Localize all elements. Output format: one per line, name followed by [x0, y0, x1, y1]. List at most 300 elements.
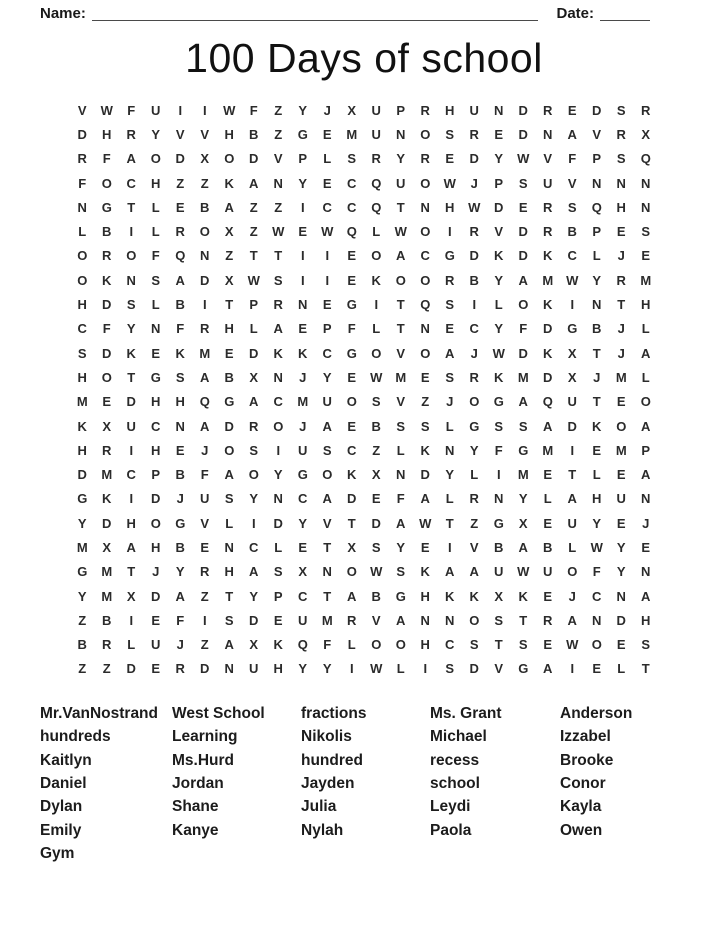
grid-letter: E	[102, 394, 112, 410]
grid-letter: O	[101, 369, 112, 385]
grid-letter: B	[175, 297, 185, 313]
grid-letter: G	[493, 515, 504, 531]
grid-letter: P	[641, 442, 651, 458]
grid-letter: E	[420, 539, 430, 555]
grid-letter: G	[346, 345, 357, 361]
grid-letter: I	[129, 224, 134, 240]
grid-letter: C	[347, 199, 357, 215]
grid-letter: W	[272, 224, 285, 240]
grid-letter: R	[469, 224, 479, 240]
grid-letter: K	[543, 248, 553, 264]
grid-letter: D	[518, 126, 528, 142]
grid-letter: D	[200, 272, 210, 288]
grid-letter: E	[543, 467, 553, 483]
grid-letter: J	[299, 418, 307, 434]
grid-letter: S	[273, 564, 283, 580]
grid-letter: R	[200, 321, 210, 337]
grid-letter: L	[151, 199, 160, 215]
grid-letter: U	[616, 491, 626, 507]
grid-letter: A	[249, 394, 259, 410]
word-item: recess	[430, 751, 480, 769]
grid-letter: O	[395, 637, 406, 653]
grid-letter: J	[593, 369, 601, 385]
grid-letter: M	[542, 272, 554, 288]
grid-letter: V	[371, 612, 381, 628]
grid-letter: E	[445, 321, 455, 337]
grid-letter: J	[568, 588, 576, 604]
grid-letter: E	[200, 539, 210, 555]
grid-letter: L	[592, 467, 601, 483]
word-item: hundred	[301, 751, 363, 769]
grid-letter: Y	[616, 539, 626, 555]
grid-letter: E	[616, 637, 626, 653]
grid-letter: Y	[298, 515, 308, 531]
grid-letter: E	[322, 126, 332, 142]
grid-letter: E	[567, 102, 577, 118]
grid-letter: A	[396, 515, 406, 531]
grid-letter: Z	[372, 442, 381, 458]
grid-letter: S	[347, 151, 357, 167]
grid-letter: O	[150, 151, 161, 167]
grid-letter: S	[224, 491, 234, 507]
grid-letter: N	[420, 612, 430, 628]
grid-letter: C	[347, 175, 357, 191]
grid-letter: E	[616, 224, 626, 240]
grid-letter: S	[396, 418, 406, 434]
grid-letter: I	[178, 102, 183, 118]
grid-letter: A	[224, 637, 234, 653]
grid-letter: S	[273, 272, 283, 288]
grid-letter: R	[102, 248, 112, 264]
grid-letter: G	[567, 321, 578, 337]
grid-letter: B	[102, 224, 112, 240]
grid-letter: S	[518, 175, 528, 191]
grid-letter: D	[102, 515, 112, 531]
grid-letter: A	[322, 418, 332, 434]
grid-letter: W	[100, 102, 113, 118]
grid-letter: J	[617, 248, 625, 264]
grid-letter: W	[468, 199, 481, 215]
grid-letter: U	[371, 126, 381, 142]
grid-letter: D	[126, 394, 136, 410]
grid-letter: K	[592, 418, 602, 434]
grid-letter: O	[420, 345, 431, 361]
grid-letter: K	[77, 418, 87, 434]
grid-letter: Z	[249, 199, 258, 215]
grid-letter: H	[592, 491, 602, 507]
grid-letter: Q	[297, 637, 308, 653]
grid-letter: C	[420, 248, 430, 264]
grid-letter: O	[420, 126, 431, 142]
grid-letter: L	[78, 224, 87, 240]
grid-letter: D	[469, 661, 479, 677]
grid-letter: P	[322, 321, 332, 337]
grid-letter: R	[77, 151, 87, 167]
grid-letter: I	[300, 272, 305, 288]
grid-letter: K	[175, 345, 185, 361]
word-item: Shane	[172, 798, 219, 816]
grid-letter: X	[126, 588, 136, 604]
grid-letter: W	[370, 564, 383, 580]
grid-letter: O	[150, 515, 161, 531]
grid-letter: B	[224, 369, 234, 385]
grid-letter: S	[224, 612, 234, 628]
grid-letter: I	[202, 102, 207, 118]
grid-letter: H	[445, 102, 455, 118]
grid-letter: F	[127, 102, 136, 118]
grid-letter: E	[641, 248, 651, 264]
grid-letter: C	[567, 248, 577, 264]
word-item: Jordan	[172, 775, 224, 793]
grid-letter: E	[592, 442, 602, 458]
grid-letter: A	[396, 248, 406, 264]
grid-letter: W	[517, 564, 530, 580]
grid-letter: E	[175, 199, 185, 215]
grid-letter: O	[322, 467, 333, 483]
grid-letter: R	[420, 102, 430, 118]
grid-letter: B	[175, 467, 185, 483]
grid-letter: M	[346, 126, 358, 142]
name-label: Name:	[40, 5, 86, 22]
grid-letter: S	[494, 418, 504, 434]
grid-letter: X	[102, 539, 112, 555]
grid-letter: X	[102, 418, 112, 434]
word-item: West School	[172, 705, 265, 723]
grid-letter: E	[616, 515, 626, 531]
grid-letter: K	[518, 588, 528, 604]
grid-letter: T	[274, 248, 283, 264]
grid-letter: G	[175, 515, 186, 531]
grid-letter: M	[615, 369, 627, 385]
grid-letter: E	[494, 126, 504, 142]
grid-letter: W	[370, 661, 383, 677]
grid-letter: J	[176, 491, 184, 507]
grid-letter: I	[472, 297, 477, 313]
grid-letter: R	[249, 418, 259, 434]
grid-letter: C	[126, 467, 136, 483]
grid-letter: H	[224, 126, 234, 142]
grid-letter: Z	[78, 661, 87, 677]
grid-letter: S	[469, 637, 479, 653]
grid-letter: K	[273, 637, 283, 653]
grid-letter: A	[567, 491, 577, 507]
grid-letter: D	[77, 467, 87, 483]
grid-letter: Y	[494, 272, 504, 288]
grid-letter: Z	[176, 175, 185, 191]
grid-letter: D	[616, 612, 626, 628]
grid-letter: O	[371, 248, 382, 264]
grid-letter: X	[567, 369, 577, 385]
grid-letter: Z	[200, 175, 209, 191]
grid-letter: E	[518, 199, 528, 215]
grid-letter: D	[469, 151, 479, 167]
grid-letter: R	[641, 102, 651, 118]
grid-letter: E	[420, 369, 430, 385]
grid-letter: A	[126, 539, 136, 555]
grid-letter: L	[372, 321, 381, 337]
grid-letter: Y	[616, 564, 626, 580]
grid-letter: A	[322, 491, 332, 507]
grid-letter: C	[592, 588, 602, 604]
grid-letter: R	[371, 151, 381, 167]
word-item: Jayden	[301, 775, 355, 793]
grid-letter: G	[518, 442, 529, 458]
grid-letter: N	[151, 321, 161, 337]
grid-letter: M	[76, 394, 88, 410]
grid-letter: W	[590, 539, 603, 555]
grid-letter: F	[347, 321, 356, 337]
grid-letter: K	[420, 564, 430, 580]
grid-letter: Y	[151, 126, 161, 142]
grid-letter: R	[469, 126, 479, 142]
grid-letter: X	[518, 515, 528, 531]
grid-letter: I	[129, 491, 134, 507]
grid-letter: K	[420, 442, 430, 458]
grid-letter: S	[77, 345, 87, 361]
grid-letter: A	[518, 394, 528, 410]
word-item: Julia	[301, 798, 337, 816]
grid-letter: A	[126, 151, 136, 167]
grid-letter: K	[371, 272, 381, 288]
grid-letter: R	[273, 297, 283, 313]
grid-letter: R	[543, 199, 553, 215]
grid-letter: A	[224, 199, 234, 215]
grid-letter: R	[543, 612, 553, 628]
grid-letter: O	[224, 151, 235, 167]
grid-letter: O	[224, 442, 235, 458]
word-item: Ms.Hurd	[172, 751, 234, 769]
grid-letter: R	[102, 637, 112, 653]
grid-letter: L	[249, 321, 258, 337]
word-item: Conor	[560, 775, 606, 793]
grid-letter: H	[151, 442, 161, 458]
grid-letter: X	[347, 539, 357, 555]
grid-letter: E	[543, 588, 553, 604]
grid-letter: A	[175, 272, 185, 288]
grid-letter: O	[273, 418, 284, 434]
grid-letter: E	[298, 224, 308, 240]
grid-letter: K	[347, 467, 357, 483]
grid-letter: C	[347, 442, 357, 458]
grid-letter: E	[298, 539, 308, 555]
grid-letter: I	[496, 467, 501, 483]
grid-letter: S	[249, 442, 259, 458]
grid-letter: E	[347, 272, 357, 288]
grid-letter: B	[494, 539, 504, 555]
grid-letter: U	[494, 564, 504, 580]
grid-letter: L	[396, 661, 405, 677]
grid-letter: X	[249, 637, 259, 653]
grid-letter: V	[322, 515, 332, 531]
grid-letter: S	[641, 224, 651, 240]
grid-letter: Y	[298, 102, 308, 118]
grid-letter: I	[447, 224, 452, 240]
grid-letter: H	[151, 394, 161, 410]
grid-letter: T	[347, 515, 356, 531]
grid-letter: N	[396, 467, 406, 483]
grid-letter: A	[200, 418, 210, 434]
grid-letter: U	[200, 491, 210, 507]
grid-letter: R	[102, 442, 112, 458]
grid-letter: D	[151, 491, 161, 507]
grid-letter: F	[176, 612, 185, 628]
grid-letter: N	[273, 175, 283, 191]
grid-letter: O	[469, 394, 480, 410]
grid-letter: N	[445, 612, 455, 628]
grid-letter: S	[420, 418, 430, 434]
grid-letter: T	[592, 394, 601, 410]
grid-letter: B	[102, 612, 112, 628]
grid-letter: A	[641, 418, 651, 434]
grid-letter: O	[567, 564, 578, 580]
grid-letter: N	[77, 199, 87, 215]
grid-letter: N	[396, 126, 406, 142]
grid-letter: A	[175, 588, 185, 604]
grid-letter: Y	[322, 661, 332, 677]
grid-letter: K	[543, 297, 553, 313]
word-item: Gym	[40, 844, 75, 862]
grid-letter: F	[200, 467, 209, 483]
grid-letter: L	[641, 369, 650, 385]
grid-letter: T	[641, 661, 650, 677]
grid-letter: S	[494, 612, 504, 628]
grid-letter: D	[371, 515, 381, 531]
grid-letter: B	[567, 224, 577, 240]
grid-letter: M	[517, 369, 529, 385]
grid-letter: K	[494, 248, 504, 264]
grid-letter: Z	[274, 199, 283, 215]
grid-letter: N	[616, 175, 626, 191]
grid-letter: G	[518, 661, 529, 677]
grid-letter: J	[446, 394, 454, 410]
grid-letter: W	[566, 272, 579, 288]
grid-letter: R	[469, 491, 479, 507]
grid-letter: C	[151, 418, 161, 434]
grid-letter: U	[151, 102, 161, 118]
grid-letter: U	[298, 442, 308, 458]
grid-letter: R	[200, 564, 210, 580]
grid-letter: O	[420, 175, 431, 191]
date-label: Date:	[556, 5, 594, 22]
grid-letter: N	[641, 491, 651, 507]
grid-letter: W	[419, 515, 432, 531]
grid-letter: C	[469, 321, 479, 337]
word-list-column	[301, 702, 430, 865]
grid-letter: M	[297, 394, 309, 410]
grid-letter: G	[493, 394, 504, 410]
grid-letter: S	[445, 369, 455, 385]
grid-letter: B	[592, 321, 602, 337]
grid-letter: E	[543, 637, 553, 653]
grid-letter: E	[347, 248, 357, 264]
grid-letter: F	[176, 321, 185, 337]
grid-letter: Y	[126, 321, 136, 337]
grid-letter: O	[346, 394, 357, 410]
word-item: Brooke	[560, 751, 614, 769]
grid-letter: L	[274, 539, 283, 555]
grid-letter: G	[77, 491, 88, 507]
grid-letter: O	[346, 564, 357, 580]
grid-letter: D	[151, 588, 161, 604]
grid-letter: R	[175, 224, 185, 240]
grid-letter: D	[543, 321, 553, 337]
grid-letter: C	[298, 588, 308, 604]
word-list-column	[40, 702, 172, 865]
word-item: Daniel	[40, 775, 87, 793]
grid-letter: Y	[322, 369, 332, 385]
grid-letter: Y	[77, 515, 87, 531]
grid-letter: U	[126, 418, 136, 434]
grid-letter: M	[395, 369, 407, 385]
grid-letter: Z	[200, 637, 209, 653]
grid-letter: O	[126, 248, 137, 264]
grid-letter: Y	[249, 491, 259, 507]
grid-letter: A	[567, 612, 577, 628]
grid-letter: L	[445, 418, 454, 434]
grid-letter: X	[494, 588, 504, 604]
grid-letter: Y	[273, 467, 283, 483]
grid-letter: S	[396, 564, 406, 580]
word-search-grid	[70, 98, 658, 681]
grid-letter: U	[469, 102, 479, 118]
grid-letter: T	[396, 321, 405, 337]
grid-letter: N	[273, 491, 283, 507]
grid-letter: O	[518, 297, 529, 313]
grid-letter: E	[616, 394, 626, 410]
grid-letter: O	[616, 418, 627, 434]
grid-letter: U	[322, 394, 332, 410]
grid-letter: H	[224, 321, 234, 337]
grid-letter: I	[251, 515, 256, 531]
grid-letter: E	[298, 321, 308, 337]
grid-letter: R	[347, 612, 357, 628]
grid-letter: X	[298, 564, 308, 580]
grid-letter: J	[323, 102, 331, 118]
grid-letter: X	[224, 224, 234, 240]
grid-letter: K	[102, 491, 112, 507]
grid-letter: N	[322, 564, 332, 580]
grid-letter: R	[616, 126, 626, 142]
grid-letter: G	[469, 418, 480, 434]
word-list	[0, 681, 728, 865]
grid-letter: I	[447, 539, 452, 555]
grid-letter: T	[323, 539, 332, 555]
grid-letter: J	[470, 175, 478, 191]
grid-letter: O	[420, 224, 431, 240]
grid-letter: N	[592, 612, 602, 628]
grid-letter: C	[445, 637, 455, 653]
grid-letter: G	[297, 126, 308, 142]
grid-letter: R	[420, 151, 430, 167]
grid-letter: P	[592, 224, 602, 240]
grid-letter: Y	[445, 467, 455, 483]
grid-letter: X	[200, 151, 210, 167]
grid-letter: H	[151, 539, 161, 555]
grid-letter: G	[395, 588, 406, 604]
word-item: Izzabel	[560, 728, 611, 746]
word-item: Dylan	[40, 798, 83, 816]
grid-letter: R	[445, 272, 455, 288]
grid-letter: F	[592, 564, 601, 580]
grid-letter: K	[494, 369, 504, 385]
grid-letter: J	[642, 515, 650, 531]
grid-letter: H	[616, 199, 626, 215]
grid-letter: K	[543, 345, 553, 361]
grid-letter: W	[370, 369, 383, 385]
word-list-column	[560, 702, 728, 865]
grid-letter: L	[494, 297, 503, 313]
grid-letter: B	[543, 539, 553, 555]
